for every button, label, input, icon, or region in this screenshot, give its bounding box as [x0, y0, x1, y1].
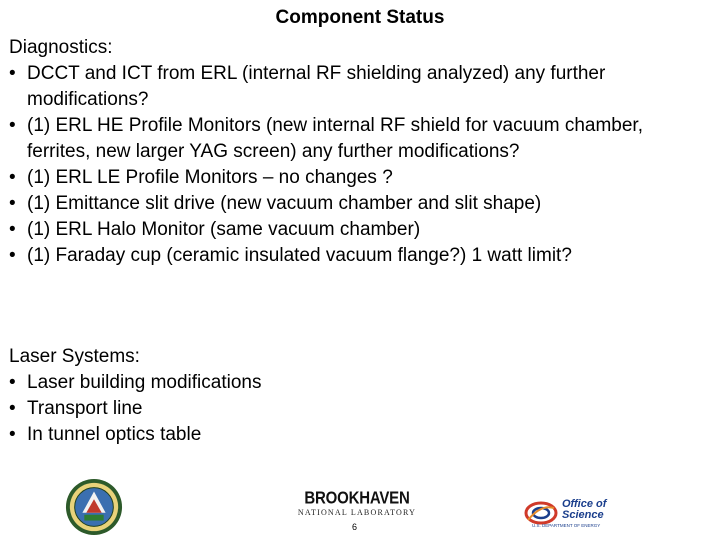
list-item: • (1) Faraday cup (ceramic insulated vacuum flange?) 1 watt limit?: [9, 245, 572, 266]
slide-title: Component Status: [275, 7, 445, 28]
list-item: • Laser building modifications: [9, 372, 262, 393]
laser-heading: Laser Systems:: [9, 346, 140, 367]
list-item: • (1) ERL HE Profile Monitors (new internal RF shield for vacuum chamber, ferrites, new larger YAG screen) any further modifications?: [9, 115, 643, 162]
list-item: • DCCT and ICT from ERL (internal RF shielding analyzed) any further modifications?: [9, 63, 606, 110]
page-number: 6: [352, 522, 358, 532]
diagnostics-section: [9, 35, 709, 269]
list-item: • (1) ERL LE Profile Monitors – no changes ?: [9, 167, 393, 188]
doe-seal-icon: [65, 478, 123, 536]
list-item: • (1) Emittance slit drive (new vacuum chamber and slit shape): [9, 193, 542, 214]
list-item: • In tunnel optics table: [9, 424, 202, 445]
brookhaven-logo: BROOKHAVEN NATIONAL LABORATORY: [297, 488, 417, 517]
office-of-science-logo: Office of Science U.S. DEPARTMENT OF ENERGY: [524, 498, 624, 530]
laser-section: [9, 344, 709, 448]
diagnostics-heading: Diagnostics:: [9, 37, 113, 58]
list-item: • (1) ERL Halo Monitor (same vacuum chamber): [9, 219, 421, 240]
office-of-science-text: Office of Science: [562, 498, 607, 521]
list-item: • Transport line: [9, 398, 143, 419]
